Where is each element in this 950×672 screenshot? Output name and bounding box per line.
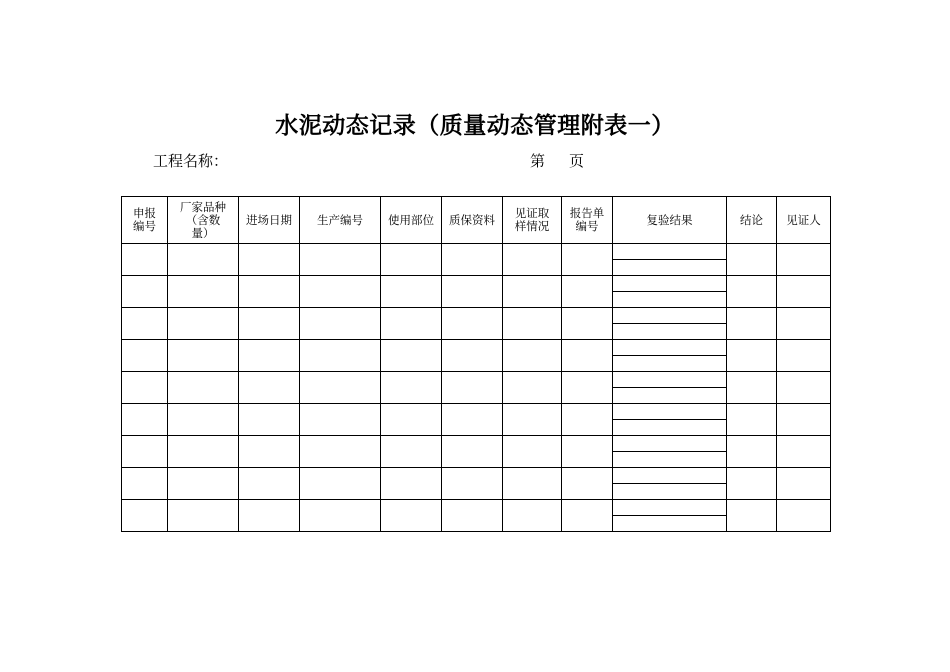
column-header [168, 197, 239, 244]
retest-result-cell [613, 404, 727, 420]
column-header [442, 197, 503, 244]
table-cell [381, 372, 442, 404]
table-cell [239, 276, 300, 308]
table-cell [562, 372, 613, 404]
table-body [122, 244, 831, 532]
table-cell [168, 244, 239, 276]
column-header-line: 报告单 [569, 206, 605, 220]
column-header-line: 见证取 [514, 206, 550, 220]
column-header [239, 197, 300, 244]
table-cell [381, 244, 442, 276]
column-header-line: 申报 [133, 206, 156, 220]
table-cell [562, 340, 613, 372]
table-cell [562, 276, 613, 308]
table-cell [122, 372, 168, 404]
table-row [122, 276, 831, 292]
column-header-line: 量） [191, 225, 215, 240]
table-cell [300, 244, 381, 276]
column-header [777, 197, 831, 244]
table-cell [727, 372, 777, 404]
table-cell [381, 276, 442, 308]
table-row [122, 244, 831, 260]
table-cell [381, 436, 442, 468]
table-cell [442, 436, 503, 468]
table-cell [562, 244, 613, 276]
table-cell [503, 244, 562, 276]
table-cell [381, 404, 442, 436]
table-cell [442, 340, 503, 372]
table-cell [777, 436, 831, 468]
table-cell [300, 340, 381, 372]
table-cell [168, 340, 239, 372]
table-cell [300, 372, 381, 404]
table-cell [168, 436, 239, 468]
retest-result-cell [613, 500, 727, 516]
table-cell [727, 404, 777, 436]
retest-result-cell [613, 516, 727, 532]
table-cell [239, 308, 300, 340]
table-cell [239, 244, 300, 276]
table-cell [168, 468, 239, 500]
retest-result-cell [613, 452, 727, 468]
table-cell [503, 276, 562, 308]
table-cell [503, 436, 562, 468]
table-cell [442, 404, 503, 436]
retest-result-cell [613, 244, 727, 260]
table-cell [777, 372, 831, 404]
retest-result-cell [613, 260, 727, 276]
column-header-line: 编号 [133, 219, 156, 233]
table-cell [503, 372, 562, 404]
retest-result-cell [613, 324, 727, 340]
table-cell [777, 468, 831, 500]
table-cell [442, 308, 503, 340]
retest-result-cell [613, 308, 727, 324]
retest-result-cell [613, 484, 727, 500]
table-cell [442, 372, 503, 404]
table-cell [239, 436, 300, 468]
table-row [122, 372, 831, 388]
table-cell [239, 372, 300, 404]
table-cell [503, 500, 562, 532]
table-cell [168, 276, 239, 308]
column-header-line: 厂家品种 [180, 199, 226, 214]
retest-result-cell [613, 436, 727, 452]
column-header-line: 复验结果 [646, 212, 693, 227]
page-label-left: 第 [530, 152, 546, 170]
page-label-right: 页 [569, 152, 585, 170]
table-row [122, 340, 831, 356]
table-cell [727, 500, 777, 532]
retest-result-cell [613, 356, 727, 372]
column-header [122, 197, 168, 244]
table-cell [727, 244, 777, 276]
table-cell [381, 468, 442, 500]
table-cell [727, 436, 777, 468]
page-title: 水泥动态记录（质量动态管理附表一） [275, 113, 675, 139]
table-cell [381, 500, 442, 532]
table-cell [562, 468, 613, 500]
table-cell [168, 404, 239, 436]
column-header-line: 使用部位 [388, 212, 434, 227]
table-row [122, 436, 831, 452]
table-cell [442, 276, 503, 308]
page-number-label [530, 150, 584, 172]
retest-result-cell [613, 372, 727, 388]
table-cell [777, 308, 831, 340]
table-cell [239, 404, 300, 436]
column-header [300, 197, 381, 244]
table-cell [300, 468, 381, 500]
table-cell [122, 276, 168, 308]
table-cell [381, 308, 442, 340]
table-cell [122, 308, 168, 340]
project-name-label: 工程名称： [153, 152, 229, 170]
table-cell [503, 468, 562, 500]
cement-record-table [121, 196, 831, 532]
retest-result-cell [613, 420, 727, 436]
table-cell [300, 500, 381, 532]
table-cell [300, 436, 381, 468]
table-cell [239, 500, 300, 532]
table-cell [300, 276, 381, 308]
retest-result-cell [613, 292, 727, 308]
retest-result-cell [613, 276, 727, 292]
column-header [613, 197, 727, 244]
table-cell [727, 468, 777, 500]
column-header [381, 197, 442, 244]
table-cell [122, 404, 168, 436]
table-cell [562, 436, 613, 468]
table-cell [777, 276, 831, 308]
table-row [122, 500, 831, 516]
column-header [503, 197, 562, 244]
table-row [122, 308, 831, 324]
table-cell [442, 468, 503, 500]
column-header-line: 质保资料 [449, 212, 495, 227]
table-cell [122, 340, 168, 372]
table-cell [562, 500, 613, 532]
column-header-line: 进场日期 [246, 212, 292, 227]
table-cell [122, 500, 168, 532]
retest-result-cell [613, 468, 727, 484]
table-cell [503, 404, 562, 436]
table-cell [503, 340, 562, 372]
table-cell [239, 340, 300, 372]
table-cell [562, 308, 613, 340]
table-cell [168, 500, 239, 532]
column-header-line: 生产编号 [317, 212, 363, 227]
table-cell [777, 244, 831, 276]
table-cell [122, 244, 168, 276]
table-cell [168, 308, 239, 340]
column-header-line: 样情况 [514, 219, 550, 233]
column-header-line: （含数 [185, 212, 221, 227]
table-cell [300, 404, 381, 436]
table-cell [239, 468, 300, 500]
column-header-line: 见证人 [786, 212, 821, 227]
table-cell [777, 340, 831, 372]
table-cell [777, 404, 831, 436]
table-cell [442, 500, 503, 532]
column-header [727, 197, 777, 244]
table-cell [168, 372, 239, 404]
table-cell [777, 500, 831, 532]
retest-result-cell [613, 340, 727, 356]
table-header-row [122, 197, 831, 244]
column-header [562, 197, 613, 244]
retest-result-cell [613, 388, 727, 404]
table-cell [122, 468, 168, 500]
table-row [122, 404, 831, 420]
table-cell [122, 436, 168, 468]
table-cell [727, 276, 777, 308]
table-cell [442, 244, 503, 276]
table-cell [503, 308, 562, 340]
table-cell [727, 308, 777, 340]
table-cell [562, 404, 613, 436]
table-row [122, 468, 831, 484]
table-cell [381, 340, 442, 372]
column-header-line: 编号 [575, 219, 599, 233]
table-cell [727, 340, 777, 372]
table-cell [300, 308, 381, 340]
column-header-line: 结论 [740, 212, 763, 227]
